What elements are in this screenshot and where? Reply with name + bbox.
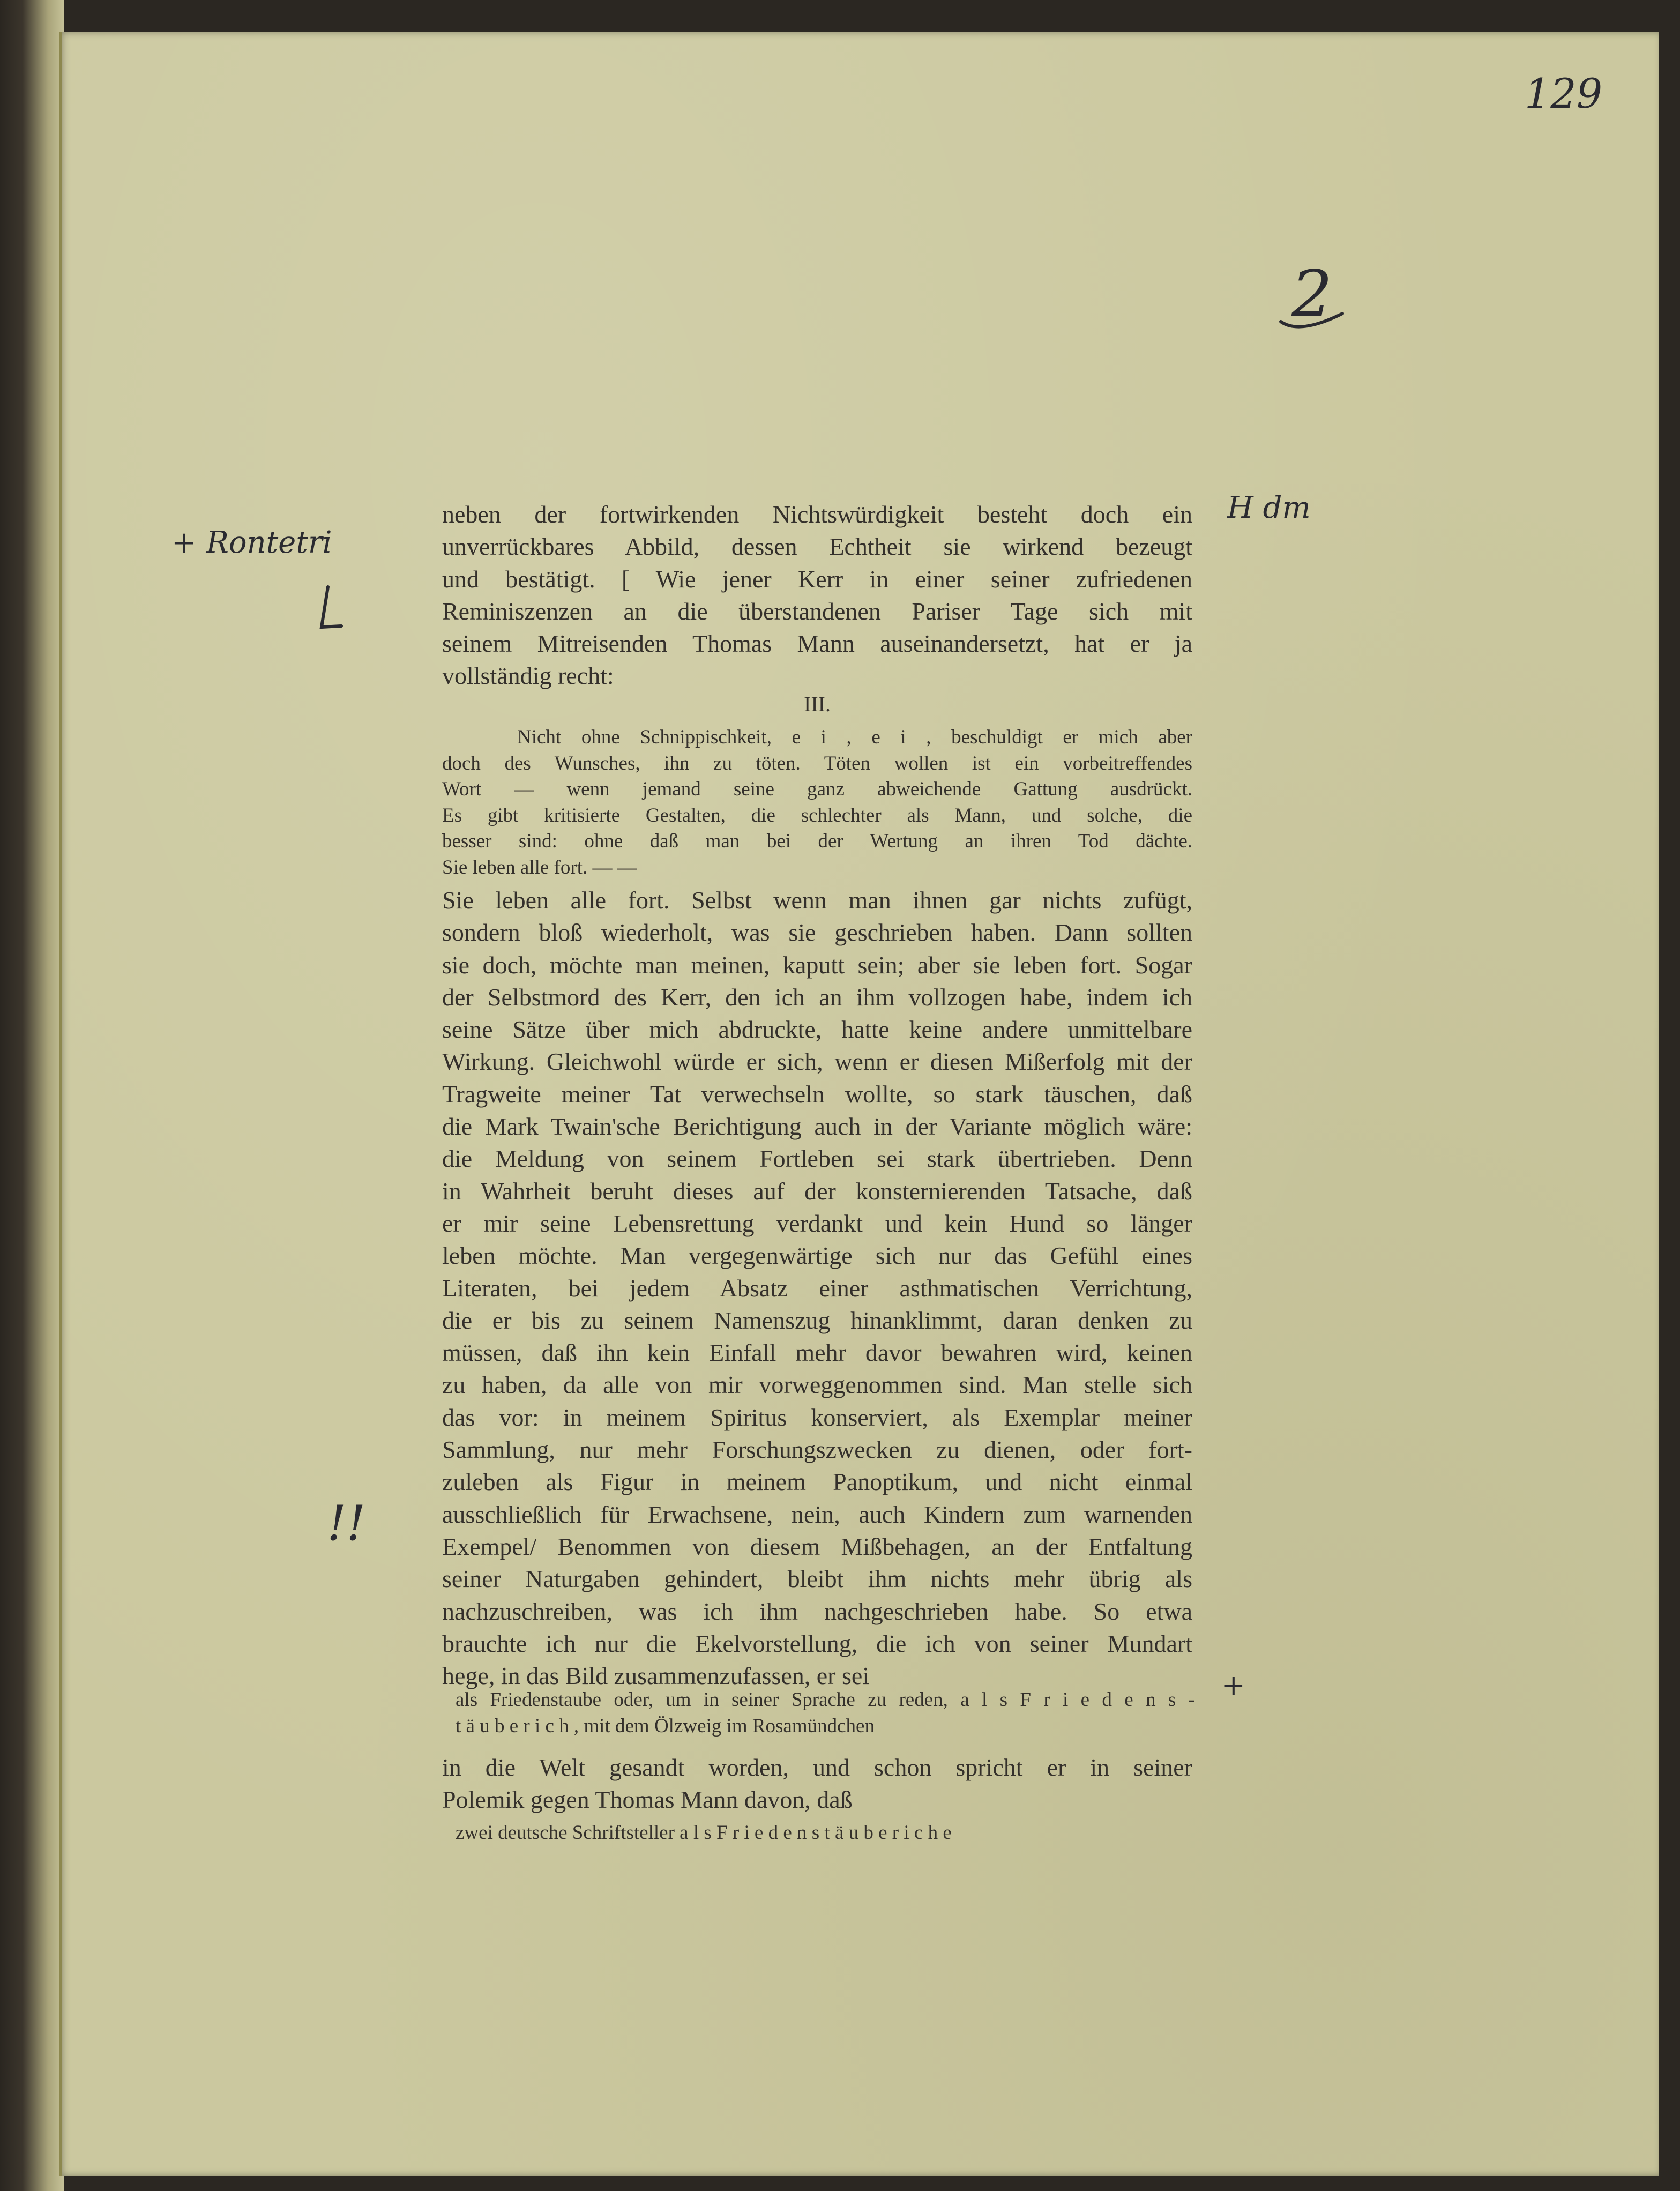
section-heading: III. bbox=[804, 692, 831, 716]
text-line: vollständig recht: bbox=[442, 662, 614, 690]
book-binding-edge bbox=[0, 0, 64, 2191]
text-line: müssen, daß ihn kein Einfall mehr davor bewahren wird, keinen bbox=[442, 1339, 1192, 1367]
quote-line: doch des Wunsches, ihn zu töten. Töten wollen ist ein vorbeitreffendes bbox=[442, 752, 1192, 774]
page-fold-edge bbox=[59, 32, 62, 2176]
text-line: Sammlung, nur mehr Forschungszwecken zu dienen, oder fort- bbox=[442, 1436, 1192, 1464]
quote-line: Es gibt kritisierte Gestalten, die schlechter als Mann, und solche, die bbox=[442, 804, 1192, 826]
quote-line: zwei deutsche Schriftsteller a l s F r i e d e n s t ä u b e r i c h e bbox=[456, 1822, 952, 1844]
text-line: brauchte ich nur die Ekelvorstellung, die ich von seiner Mundart bbox=[442, 1629, 1192, 1657]
text-line: in die Welt gesandt worden, und schon spricht er in seiner bbox=[442, 1754, 1192, 1781]
margin-bracket-mark bbox=[317, 584, 344, 632]
text-line: seine Sätze über mich abdruckte, hatte keine andere unmittelbare bbox=[442, 1016, 1192, 1044]
text-line: Reminiszenzen an die überstandenen Pariser Tage sich mit bbox=[442, 597, 1192, 625]
handwritten-section-mark: 2 bbox=[1291, 257, 1333, 332]
section-mark-underline-stroke bbox=[1278, 311, 1348, 332]
margin-note-left: + Rontetri bbox=[171, 525, 332, 560]
text-line: sondern bloß wiederholt, was sie geschrieben haben. Dann sollten bbox=[442, 919, 1192, 947]
text-line: leben möchte. Man vergegenwärtige sich nur das Gefühl eines bbox=[442, 1242, 1192, 1270]
text-line: das vor: in meinem Spiritus konserviert, als Exemplar meiner bbox=[442, 1403, 1192, 1431]
text-line: seiner Naturgaben gehindert, bleibt ihm nichts mehr übrig als bbox=[442, 1565, 1192, 1593]
paragraph-2 bbox=[442, 884, 1192, 1692]
handwritten-page-number: 129 bbox=[1525, 70, 1603, 117]
quote-line: t ä u b e r i c h , mit dem Ölzweig im Rosamündchen bbox=[456, 1715, 875, 1737]
paragraph-3 bbox=[442, 1752, 1192, 1816]
text-line: hege, in das Bild zusammenzufassen, er sei bbox=[442, 1662, 870, 1690]
block-quote-2 bbox=[456, 1687, 1195, 1739]
text-line: Tragweite meiner Tat verwechseln wollte, so stark täuschen, daß bbox=[442, 1080, 1192, 1108]
text-line: die Meldung von seinem Fortleben sei stark übertrieben. Denn bbox=[442, 1145, 1192, 1173]
text-line: er mir seine Lebensrettung verdankt und kein Hund so länger bbox=[442, 1209, 1192, 1237]
margin-note-right: H dm bbox=[1227, 490, 1311, 525]
quote-line: Sie leben alle fort. — — bbox=[442, 856, 637, 878]
text-line: Literaten, bei jedem Absatz einer asthmatischen Verrichtung, bbox=[442, 1274, 1192, 1302]
text-line: ausschließlich für Erwachsene, nein, auch Kindern zum warnenden bbox=[442, 1500, 1192, 1528]
text-line: neben der fortwirkenden Nichtswürdigkeit besteht doch ein bbox=[442, 501, 1192, 528]
margin-plus-mark: + bbox=[1222, 1670, 1245, 1702]
text-line: Sie leben alle fort. Selbst wenn man ihnen gar nichts zufügt, bbox=[442, 886, 1192, 914]
text-line: die Mark Twain'sche Berichtigung auch in der Variante möglich wäre: bbox=[442, 1113, 1192, 1141]
text-line: der Selbstmord des Kerr, den ich an ihm vollzogen habe, indem ich bbox=[442, 983, 1192, 1011]
quote-line: Wort — wenn jemand seine ganz abweichende Gattung ausdrückt. bbox=[442, 778, 1192, 800]
text-line: in Wahrheit beruht dieses auf der konsternierenden Tatsache, daß bbox=[442, 1177, 1192, 1205]
quote-line: als Friedenstaube oder, um in seiner Sprache zu reden, a l s F r i e d e n s - bbox=[456, 1689, 1195, 1711]
quote-line: Nicht ohne Schnippischkeit, e i , e i , beschuldigt er mich aber bbox=[517, 726, 1192, 748]
quote-line: besser sind: ohne daß man bei der Wertung an ihren Tod dächte. bbox=[442, 830, 1192, 852]
text-line: die er bis zu seinem Namenszug hinanklimmt, daran denken zu bbox=[442, 1306, 1192, 1334]
text-line: zuleben als Figur in meinem Panoptikum, und nicht einmal bbox=[442, 1468, 1192, 1496]
text-line: zu haben, da alle von mir vorweggenommen sind. Man stelle sich bbox=[442, 1371, 1192, 1399]
text-line: nachzuschreiben, was ich ihm nachgeschrieben habe. So etwa bbox=[442, 1597, 1192, 1625]
margin-exclamation-mark: !! bbox=[327, 1495, 366, 1552]
block-quote-3 bbox=[456, 1820, 1072, 1846]
paragraph-1 bbox=[442, 498, 1192, 692]
text-line: und bestätigt. [ Wie jener Kerr in einer seiner zufriedenen bbox=[442, 565, 1192, 593]
text-line: sie doch, möchte man meinen, kaputt sein; aber sie leben fort. Sogar bbox=[442, 951, 1192, 979]
text-line: Wirkung. Gleichwohl würde er sich, wenn er diesen Mißerfolg mit der bbox=[442, 1048, 1192, 1076]
block-quote-1 bbox=[442, 725, 1192, 881]
text-line: Polemik gegen Thomas Mann davon, daß bbox=[442, 1786, 853, 1814]
text-line: unverrückbares Abbild, dessen Echtheit sie wirkend bezeugt bbox=[442, 533, 1192, 561]
text-line: seinem Mitreisenden Thomas Mann auseinandersetzt, hat er ja bbox=[442, 630, 1192, 658]
text-line: Exempel/ Benommen von diesem Mißbehagen, an der Entfaltung bbox=[442, 1532, 1192, 1560]
